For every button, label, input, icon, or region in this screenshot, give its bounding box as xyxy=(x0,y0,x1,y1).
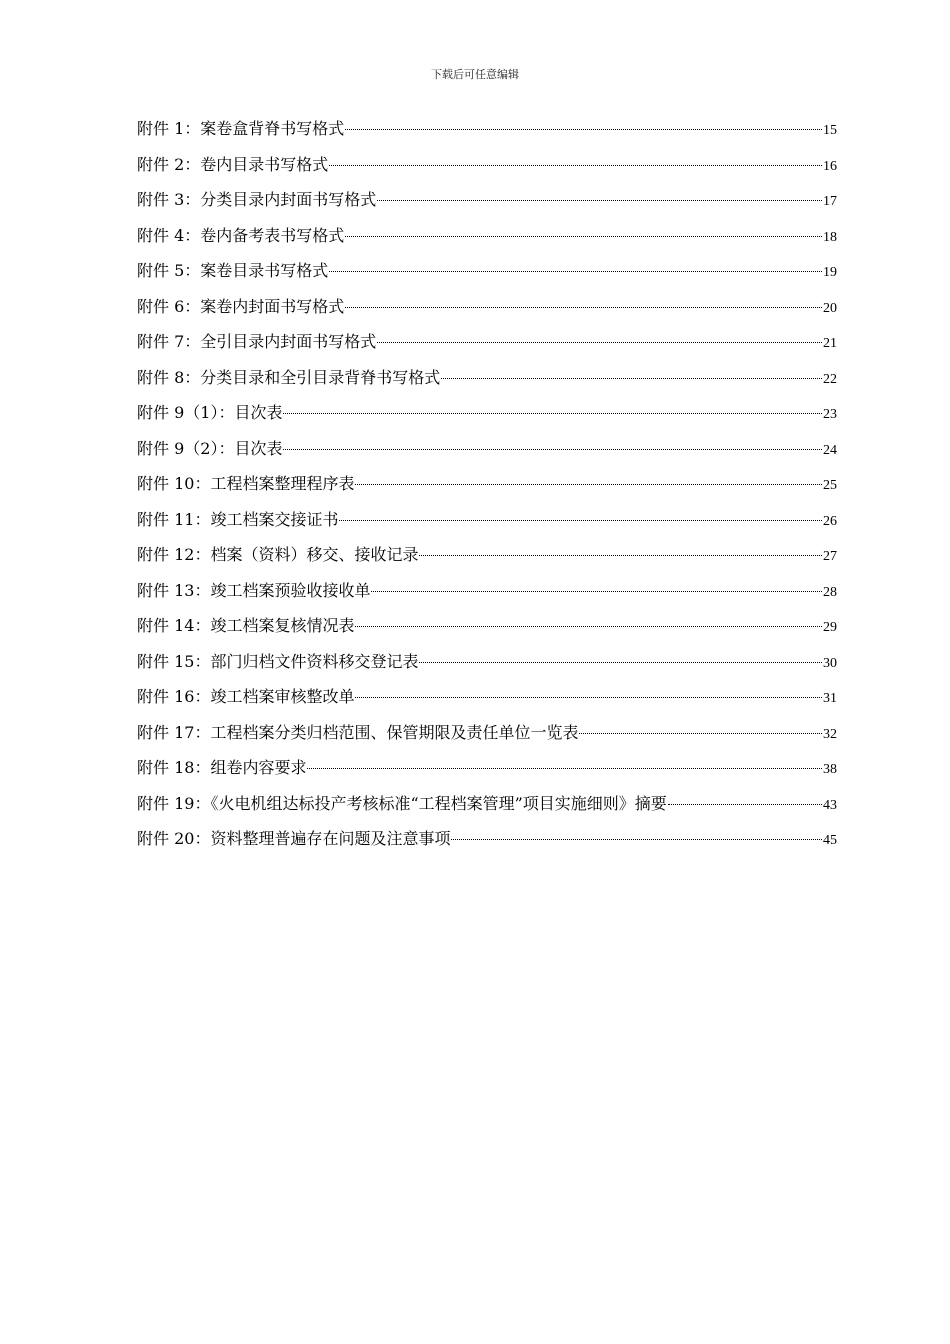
toc-entry-label: 附件 4：卷内备考表书写格式 xyxy=(137,225,345,245)
dot-leader xyxy=(283,449,822,450)
toc-entry-11[interactable] xyxy=(137,466,837,502)
dot-leader xyxy=(345,129,822,130)
toc-entry-21[interactable] xyxy=(137,821,837,857)
toc-entry-label: 附件 5：案卷目录书写格式 xyxy=(137,261,329,280)
toc-entry-label: 附件 19：《火电机组达标投产考核标准“工程档案管理”项目实施细则》摘要 xyxy=(137,793,667,813)
toc-entry-label: 附件 17：工程档案分类归档范围、保管期限及责任单位一览表 xyxy=(137,722,579,742)
dot-leader xyxy=(377,342,822,343)
toc-entry-page: 29 xyxy=(823,620,837,635)
toc-entry-page: 45 xyxy=(823,833,837,848)
toc-entry-page: 28 xyxy=(823,584,837,600)
toc-entry-page: 23 xyxy=(823,407,837,422)
toc-entry-label: 附件 15：部门归档文件资料移交登记表 xyxy=(137,651,419,671)
toc-entry-page: 15 xyxy=(823,123,837,138)
dot-leader xyxy=(451,839,822,840)
toc-entry-page: 24 xyxy=(823,442,837,458)
toc-entry-page: 25 xyxy=(823,478,837,493)
toc-entry-label: 附件 9（1）：目次表 xyxy=(137,403,283,422)
dot-leader xyxy=(329,271,822,272)
toc-entry-label: 附件 12：档案（资料）移交、接收记录 xyxy=(137,545,419,564)
dot-leader xyxy=(441,378,822,379)
toc-entry-3[interactable] xyxy=(137,182,837,218)
toc-entry-9[interactable] xyxy=(137,395,837,431)
toc-entry-16[interactable] xyxy=(137,644,837,680)
toc-entry-page: 43 xyxy=(823,797,837,813)
toc-entry-page: 20 xyxy=(823,300,837,316)
dot-leader xyxy=(668,804,822,805)
toc-entry-page: 27 xyxy=(823,549,837,564)
toc-entry-page: 30 xyxy=(823,655,837,671)
toc-entry-label: 附件 6：案卷内封面书写格式 xyxy=(137,296,345,316)
toc-entry-label: 附件 14：竣工档案复核情况表 xyxy=(137,616,355,635)
toc-entry-13[interactable] xyxy=(137,537,837,573)
toc-entry-17[interactable] xyxy=(137,679,837,715)
dot-leader xyxy=(339,520,822,521)
page-header-note: 下载后可任意编辑 xyxy=(431,68,519,81)
toc-entry-label: 附件 13：竣工档案预验收接收单 xyxy=(137,580,371,600)
toc-entry-label: 附件 11：竣工档案交接证书 xyxy=(137,509,339,529)
dot-leader xyxy=(345,307,822,308)
toc-entry-page: 16 xyxy=(823,158,837,174)
toc-entry-label: 附件 2：卷内目录书写格式 xyxy=(137,154,329,174)
toc-entry-label: 附件 16：竣工档案审核整改单 xyxy=(137,687,355,706)
dot-leader xyxy=(345,236,822,237)
dot-leader xyxy=(579,733,822,734)
dot-leader xyxy=(355,626,822,627)
toc-entry-page: 17 xyxy=(823,194,837,209)
dot-leader xyxy=(419,555,822,556)
dot-leader xyxy=(329,165,822,166)
toc-entry-18[interactable] xyxy=(137,715,837,751)
toc-entry-label: 附件 1：案卷盒背脊书写格式 xyxy=(137,119,345,138)
toc-entry-page: 21 xyxy=(823,336,837,351)
dot-leader xyxy=(307,768,822,769)
toc-entry-page: 31 xyxy=(823,691,837,706)
toc-entry-20[interactable] xyxy=(137,786,837,822)
dot-leader xyxy=(371,591,822,592)
toc-entry-label: 附件 9（2）：目次表 xyxy=(137,438,283,458)
toc-entry-15[interactable] xyxy=(137,608,837,644)
table-of-contents xyxy=(137,111,837,857)
toc-entry-label: 附件 7：全引目录内封面书写格式 xyxy=(137,332,377,351)
toc-entry-14[interactable] xyxy=(137,573,837,609)
toc-entry-page: 32 xyxy=(823,726,837,742)
toc-entry-4[interactable] xyxy=(137,218,837,254)
toc-entry-page: 38 xyxy=(823,762,837,777)
toc-entry-7[interactable] xyxy=(137,324,837,360)
dot-leader xyxy=(377,200,822,201)
dot-leader xyxy=(355,697,822,698)
toc-entry-page: 26 xyxy=(823,513,837,529)
toc-entry-8[interactable] xyxy=(137,360,837,396)
toc-entry-page: 22 xyxy=(823,371,837,387)
toc-entry-label: 附件 20：资料整理普遍存在问题及注意事项 xyxy=(137,829,451,848)
toc-entry-page: 19 xyxy=(823,265,837,280)
toc-entry-5[interactable] xyxy=(137,253,837,289)
toc-entry-label: 附件 3：分类目录内封面书写格式 xyxy=(137,190,377,209)
toc-entry-page: 18 xyxy=(823,229,837,245)
dot-leader xyxy=(283,413,822,414)
toc-entry-label: 附件 10：工程档案整理程序表 xyxy=(137,474,355,493)
toc-entry-19[interactable] xyxy=(137,750,837,786)
toc-entry-12[interactable] xyxy=(137,502,837,538)
toc-entry-label: 附件 8：分类目录和全引目录背脊书写格式 xyxy=(137,367,441,387)
toc-entry-10[interactable] xyxy=(137,431,837,467)
toc-entry-1[interactable] xyxy=(137,111,837,147)
dot-leader xyxy=(355,484,822,485)
toc-entry-6[interactable] xyxy=(137,289,837,325)
dot-leader xyxy=(419,662,822,663)
toc-entry-label: 附件 18：组卷内容要求 xyxy=(137,758,307,777)
toc-entry-2[interactable] xyxy=(137,147,837,183)
